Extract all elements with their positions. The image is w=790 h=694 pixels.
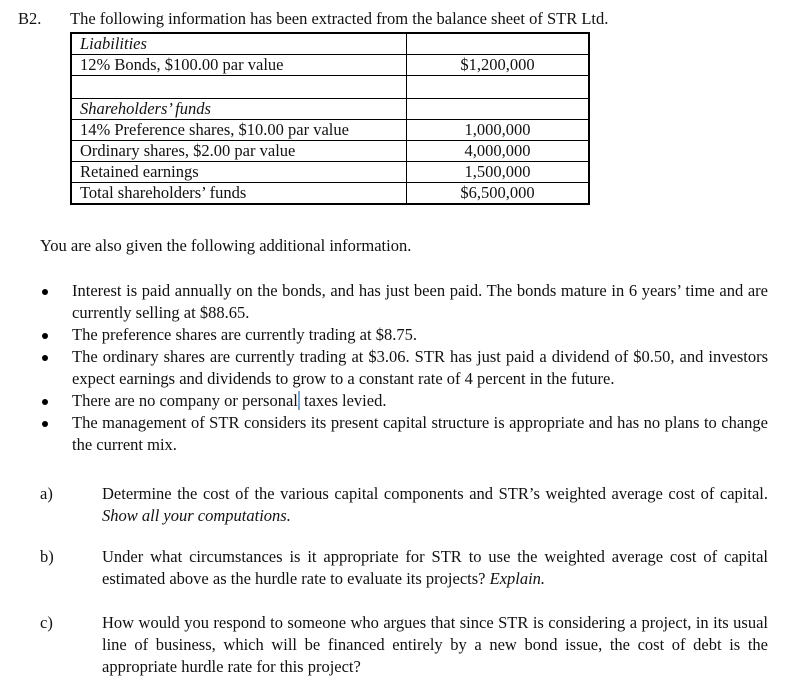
- table-row: [71, 183, 589, 205]
- balance-sheet-table: [70, 32, 590, 205]
- bullet-icon: [42, 399, 48, 405]
- retained-earnings-value: 1,500,000: [407, 162, 590, 183]
- subquestion-label: c): [40, 613, 53, 632]
- info-bullet-list: [0, 280, 790, 456]
- subquestion-label: a): [40, 484, 53, 503]
- bullet-icon: [42, 289, 48, 295]
- list-item: [0, 280, 790, 324]
- bullet-text: There are no company or personal: [72, 391, 298, 410]
- table-row: [71, 33, 589, 55]
- subquestion-body: Determine the cost of the various capital components and STR’s weighted average cost of capital.: [102, 484, 768, 503]
- total-funds-label: Total shareholders’ funds: [71, 183, 407, 205]
- empty-cell: [71, 76, 407, 99]
- bullet-text: The management of STR considers its present capital structure is appropriate and has no plans to change the current mix.: [72, 413, 768, 454]
- total-funds-value: $6,500,000: [407, 183, 590, 205]
- bullet-icon: [42, 421, 48, 427]
- preference-shares-label: 14% Preference shares, $10.00 par value: [71, 120, 407, 141]
- bullet-icon: [42, 333, 48, 339]
- list-item: [0, 324, 790, 346]
- empty-cell: [407, 76, 590, 99]
- table-row: [71, 141, 589, 162]
- list-item: [0, 412, 790, 456]
- bonds-label: 12% Bonds, $100.00 par value: [71, 55, 407, 76]
- bullet-text: Interest is paid annually on the bonds, and has just been paid. The bonds mature in 6 years’ time and are currently selling at $88.65.: [72, 281, 768, 322]
- preference-shares-value: 1,000,000: [407, 120, 590, 141]
- table-row-spacer: [71, 76, 589, 99]
- subquestion-text: [102, 546, 768, 590]
- empty-cell: [407, 33, 590, 55]
- bonds-value: $1,200,000: [407, 55, 590, 76]
- bullet-text-cont: taxes levied.: [299, 391, 387, 410]
- ordinary-shares-value: 4,000,000: [407, 141, 590, 162]
- liabilities-heading: Liabilities: [71, 33, 407, 55]
- bullet-icon: [42, 355, 48, 361]
- table-row: [71, 55, 589, 76]
- list-item: [0, 390, 790, 412]
- additional-info-intro: You are also given the following additional information.: [40, 236, 412, 255]
- subquestion-label: b): [40, 547, 54, 566]
- subquestion-text: [102, 483, 768, 527]
- table-row: [71, 99, 589, 120]
- bullet-text: The ordinary shares are currently trading at $3.06. STR has just paid a dividend of $0.50, and investors expect earnings and dividends to grow to a constant rate of 4 percent in the future.: [72, 347, 768, 388]
- bullet-text: The preference shares are currently trading at $8.75.: [72, 325, 417, 344]
- subquestion-emphasis: Show all your computations.: [102, 506, 291, 525]
- ordinary-shares-label: Ordinary shares, $2.00 par value: [71, 141, 407, 162]
- question-intro: The following information has been extracted from the balance sheet of STR Ltd.: [70, 9, 609, 28]
- empty-cell: [407, 99, 590, 120]
- subquestion-emphasis: Explain.: [489, 569, 546, 588]
- list-item: [0, 346, 790, 390]
- table-row: [71, 162, 589, 183]
- retained-earnings-label: Retained earnings: [71, 162, 407, 183]
- table-row: [71, 120, 589, 141]
- funds-heading: Shareholders’ funds: [71, 99, 407, 120]
- question-number: B2.: [18, 9, 42, 28]
- subquestion-text: How would you respond to someone who argues that since STR is considering a project, in its usual line of business, which will be financed entirely by a new bond issue, the cost of debt is the appropriate hurdle rate for this project?: [102, 613, 768, 676]
- subquestion-body: Under what circumstances is it appropriate for STR to use the weighted average cost of capital estimated above as the hurdle rate to evaluate its projects?: [102, 547, 768, 588]
